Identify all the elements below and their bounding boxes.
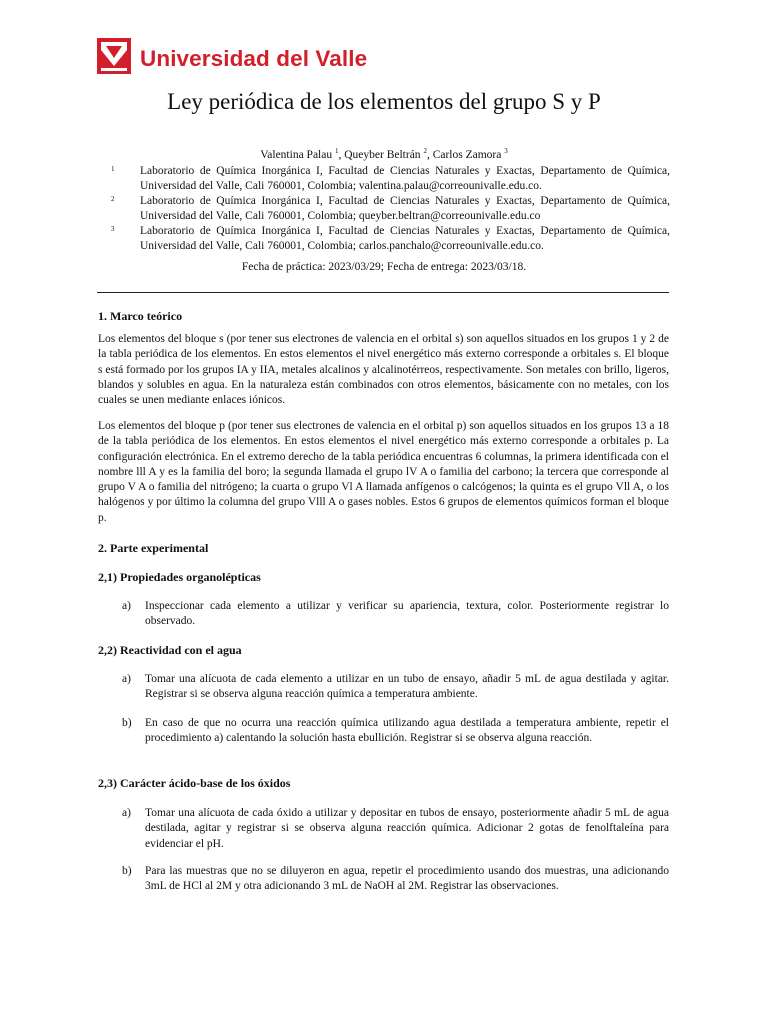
author-name: Valentina Palau [260,149,333,161]
paragraph: Los elementos del bloque s (por tener sus electrones de valencia en el orbital s) son aquellos situados en los grupos 1 y 2 de la tabla periódica de los elementos. En estos elementos el nivel energético más externo corresponde a orbitales s. El bloque s está formado por los grupos IA y IIA, metales alcalinos y alcalinotérreos, respectivamente. Son metales con brillo, ligeros, blandos y solubles en agua. En la naturaleza están combinados con otros elementos, básicamente con no metales, con los cuales se unen mediante enlaces iónicos. [98,333,669,407]
list-marker: a) [122,673,131,685]
practice-dates: Fecha de práctica: 2023/03/29; Fecha de entrega: 2023/03/18. [241,261,527,273]
author-separator: , [338,149,345,161]
list-item-text: Para las muestras que no se diluyeron en agua, repetir el procedimiento usando dos muestras, una adicionando 3mL de HCl al 2M y otra adicionando 3 mL de NaOH al 2M. Registrar las observaciones. [145,865,669,893]
affiliation [111,224,670,255]
affiliation-number: 1 [111,165,115,173]
affiliation [111,164,670,195]
subsection-heading: 2,2) Reactividad con el agua [98,643,242,657]
list-item-text: Tomar una alícuota de cada óxido a utilizar y depositar en tubos de ensayo, posteriormente añadir 5 mL de agua destilada, agitar y registrar si se observa alguna reacción química. Adicionar 2 gotas de fenolftaleína para evidenciar el pH. [145,807,669,850]
author-name: Carlos Zamora [432,149,502,161]
author-list [0,149,768,161]
affiliation-text: Laboratorio de Química Inorgánica I, Facultad de Ciencias Naturales y Exactas, Departamento de Química, Universidad del Valle, Cali 760001, Colombia; carlos.panchalo@correounivalle.edu.co. [140,225,670,253]
author-name: Queyber Beltrán [344,149,421,161]
author-affiliation-number: 1 [334,147,339,156]
paper-title: Ley periódica de los elementos del grupo S y P [167,89,601,114]
list-item-text: En caso de que no ocurra una reacción química utilizando agua destilada a temperatura ambiente, repetir el procedimiento a) calentando la solución hasta ebullición. Registrar si se observa alguna reacción. [145,717,669,745]
horizontal-divider [97,292,669,293]
affiliation-text: Laboratorio de Química Inorgánica I, Facultad de Ciencias Naturales y Exactas, Departamento de Química, Universidad del Valle, Cali 760001, Colombia; valentina.palau@correounivalle.edu.co. [140,165,670,193]
list-marker: b) [122,717,132,729]
affiliation-text: Laboratorio de Química Inorgánica I, Facultad de Ciencias Naturales y Exactas, Departamento de Química, Universidad del Valle, Cali 760001, Colombia; queyber.beltran@correounivalle.edu.co [140,195,670,223]
university-name: Universidad del Valle [140,46,368,71]
affiliation-number: 3 [111,225,115,233]
university-logo-icon [97,38,131,74]
author-affiliation-number: 2 [423,147,427,156]
list-item-text: Inspeccionar cada elemento a utilizar y verificar su apariencia, textura, color. Posteriormente registrar lo observado. [145,600,669,628]
section-heading: 2. Parte experimental [98,541,209,555]
list-marker: a) [122,600,131,612]
list-marker: a) [122,807,131,819]
list-item-text: Tomar una alícuota de cada elemento a utilizar en un tubo de ensayo, añadir 5 mL de agua destilada y agitar. Registrar si se observa alguna reacción química a temperatura ambiente. [145,673,669,701]
list-marker: b) [122,865,132,877]
author-affiliation-number: 3 [504,147,508,156]
author-separator: , [426,149,433,161]
affiliation [111,194,670,225]
subsection-heading: 2,1) Propiedades organolépticas [98,570,261,584]
paragraph: Los elementos del bloque p (por tener sus electrones de valencia en el orbital p) son aquellos situados en los grupos 13 a 18 de la tabla periódica de los elementos. En estos elementos el nivel energético más externo corresponde a orbitales p. La configuración electrónica. En el extremo derecho de la tabla periódica encuentras 6 columnas, la primera identificada con el nombre lll A y es la familia del boro; la segunda llamada el grupo lV A o familia del carbono; la tercera que corresponde al grupo V A o familia del nitrógeno; la cuarta o grupo Vl A llamada anfígenos o calcógenos; la quinta es el grupo Vll A, o los halógenos y por último la columna del grupo Vlll A o gases nobles. Estos 6 grupos de elementos químicos forman el bloque p. [98,420,669,524]
affiliation-number: 2 [111,195,115,203]
section-heading: 1. Marco teórico [98,309,183,323]
subsection-heading: 2,3) Carácter ácido-base de los óxidos [98,776,291,790]
